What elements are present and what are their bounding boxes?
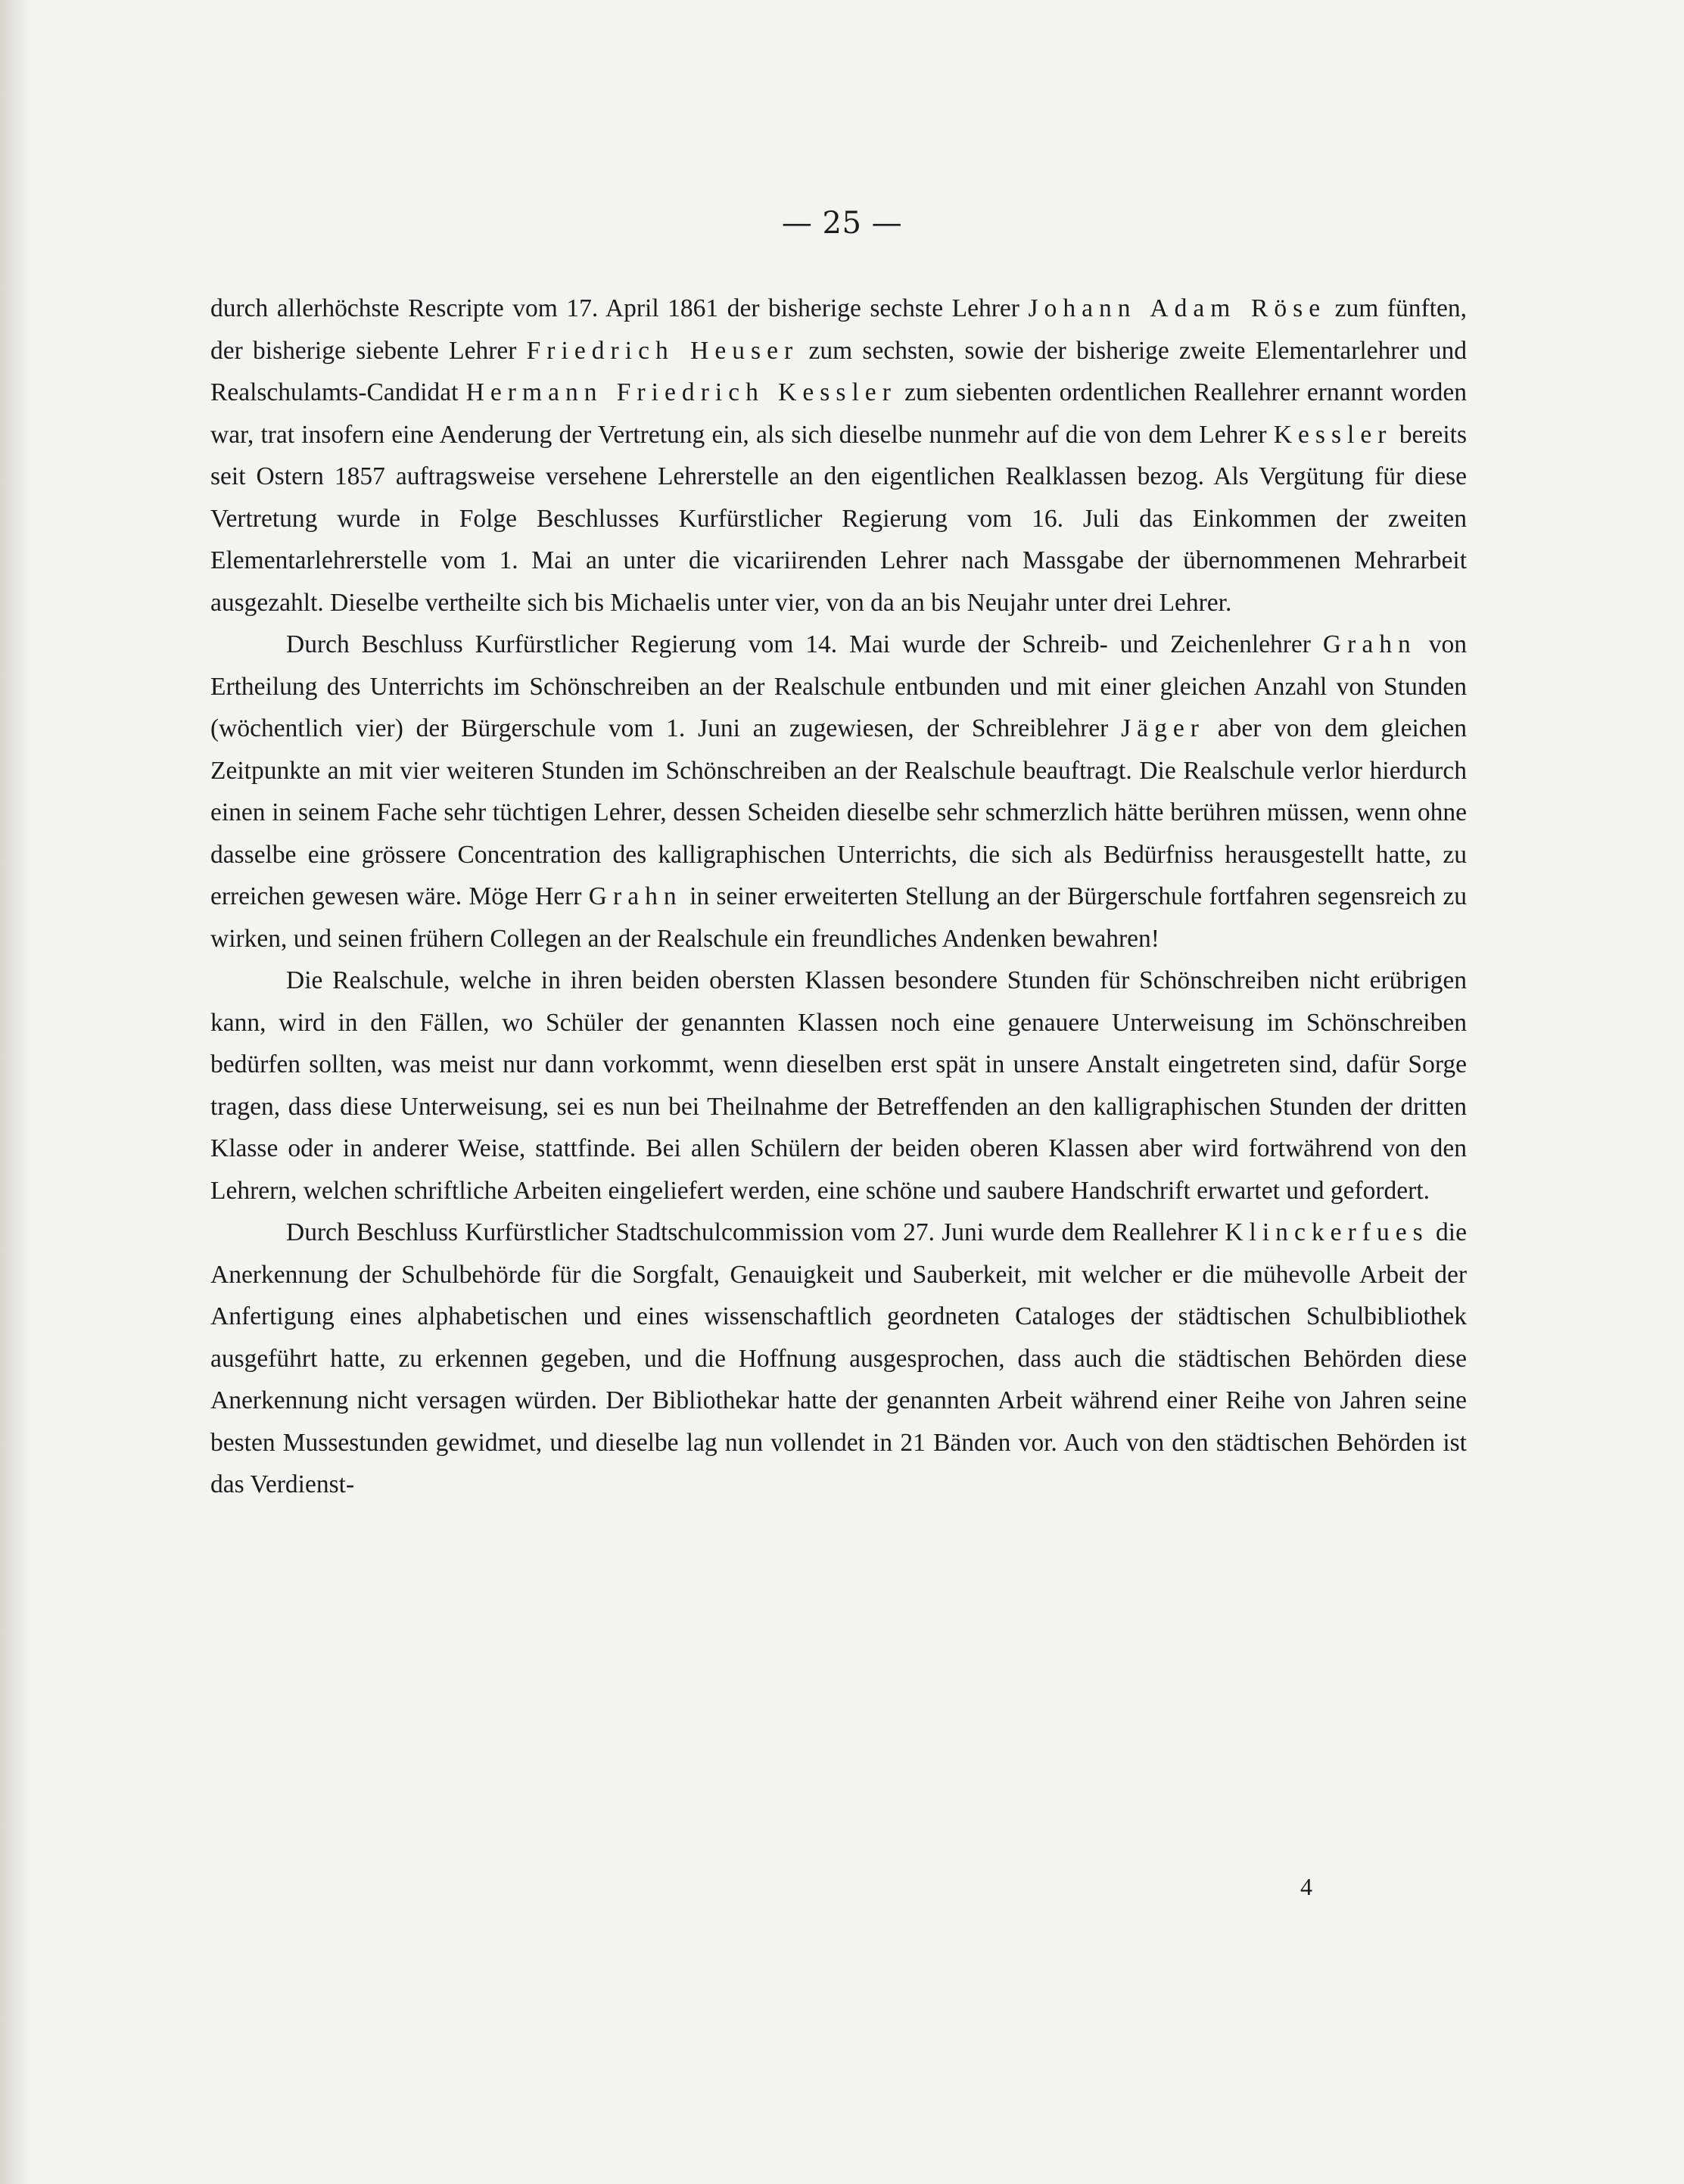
text-run: zum sechsten, sowie der bisherige zweite Elementarlehrer und Realschulamts-Candidat (210, 336, 1467, 406)
text-run: aber von dem gleichen Zeitpunkte an mit vier weiteren Stunden im Schönschreiben an der Realschule beauftragt. Die Realschule verlor hierdurch einen in seinem Fache sehr tüchtigen Lehrer, dessen Scheiden dieselbe sehr schmerzlich hätte berühren müssen, wenn ohne dasselbe eine grössere Concentration des kalligraphischen Unterrichts, die sich als Bedürfniss herausgestellt hatte, zu erreichen gewesen wäre. Möge Herr (210, 714, 1468, 910)
text-run: Durch Beschluss Kurfürstlicher Regierung vom 14. Mai wurde der Schreib- und Zeichenlehrer (286, 630, 1323, 658)
body-text (210, 288, 1467, 1506)
spaced-name: Hermann Friedrich Kessler (465, 378, 897, 406)
paragraph (210, 624, 1467, 960)
spaced-name: Johann Adam Röse (1028, 294, 1327, 322)
text-run: durch allerhöchste Rescripte vom 17. April 1861 der bisherige sechste Lehrer (210, 294, 1029, 322)
page-binding-shadow (0, 0, 30, 2184)
paragraph (210, 288, 1467, 624)
paragraph (210, 960, 1467, 1212)
signature-mark: 4 (1300, 1873, 1312, 1900)
text-run: Die Realschule, welche in ihren beiden obersten Klassen besondere Stunden für Schönschreiben nicht erübrigen kann, wird in den Fällen, wo Schüler der genannten Klassen noch eine genauere Unterweisung im Schönschreiben bedürfen sollten, was meist nur dann vorkommt, wenn dieselben erst spät in unsere Anstalt eingetreten sind, dafür Sorge tragen, dass diese Unterweisung, sei es nun bei Theilnahme der Betreffenden an den kalligraphischen Stunden der dritten Klasse oder in anderer Weise, stattfinde. Bei allen Schülern der beiden oberen Klassen aber wird fortwährend von den Lehrern, welchen schriftliche Arbeiten eingeliefert werden, eine schöne und saubere Handschrift erwartet und gefordert. (210, 966, 1467, 1205)
spaced-name: Friedrich Heuser (526, 336, 799, 365)
spaced-name: Jäger (1121, 714, 1205, 742)
text-run: zum fünften, der bisherige siebente Lehrer (210, 294, 1467, 365)
spaced-name: Klinckerfues (1225, 1218, 1429, 1246)
text-run: von Ertheilung des Unterrichts im Schönschreiben an der Realschule entbunden und mit einer gleichen Anzahl von Stunden (wöchentlich vier) der Bürgerschule vom 1. Juni an zugewiesen, der Schreiblehrer (210, 630, 1467, 742)
text-run: Durch Beschluss Kurfürstlicher Stadtschulcommission vom 27. Juni wurde dem Reallehrer (286, 1218, 1225, 1246)
text-run: die Anerkennung der Schulbehörde für die Sorgfalt, Genauigkeit und Sauberkeit, mit welcher er die mühevolle Arbeit der Anfertigung eines alphabetischen und eines wissenschaftlich geordneten Cataloges der städtischen Schulbibliothek ausgeführt hatte, zu erkennen gegeben, und die Hoffnung ausgesprochen, dass auch die städtischen Behörden diese Anerkennung nicht versagen würden. Der Bibliothekar hatte der genannten Arbeit während einer Reihe von Jahren seine besten Mussestunden gewidmet, und dieselbe lag nun vollendet in 21 Bänden vor. Auch von den städtischen Behörden ist das Verdienst- (210, 1218, 1467, 1498)
spaced-name: Grahn (1322, 630, 1417, 658)
text-run: zum siebenten ordentlichen Reallehrer ernannt worden war, trat insofern eine Aenderung der Vertretung ein, als sich dieselbe nunmehr auf die von dem Lehrer (210, 378, 1467, 449)
spaced-name: Kessler (1273, 420, 1393, 449)
text-run: in seiner erweiterten Stellung an der Bürgerschule fortfahren segensreich zu wirken, und seinen frühern Collegen an der Realschule ein freundliches Andenken bewahren! (210, 882, 1467, 953)
page-number: — 25 — (781, 206, 903, 241)
spaced-name: Grahn (588, 882, 683, 910)
text-run: bereits seit Ostern 1857 auftragsweise versehene Lehrerstelle an den eigentlichen Realklassen bezog. Als Vergütung für diese Vertretung wurde in Folge Beschlusses Kurfürstlicher Regierung vom 16. Juli das Einkommen der zweiten Elementarlehrerstelle vom 1. Mai an unter die vicariirenden Lehrer nach Massgabe der übernommenen Mehrarbeit ausgezahlt. Dieselbe vertheilte sich bis Michaelis unter vier, von da an bis Neujahr unter drei Lehrer. (210, 420, 1468, 617)
paragraph (210, 1212, 1467, 1506)
